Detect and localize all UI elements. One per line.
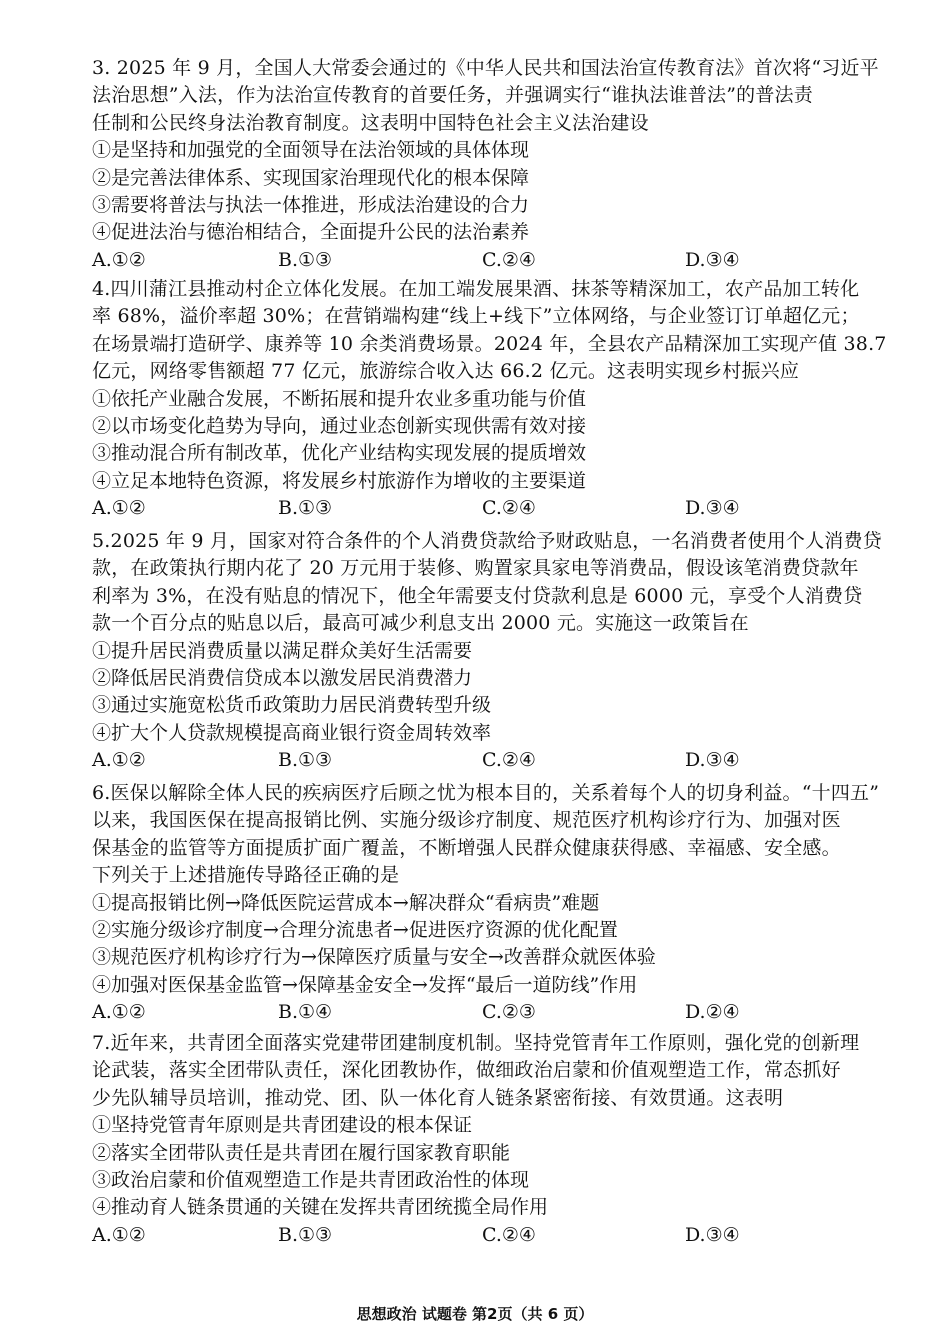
question-6: [92, 780, 897, 1027]
statement-item: ③通过实施宽松货币政策助力居民消费转型升级: [92, 694, 492, 717]
stem-line: 3. 2025 年 9 月，全国人大常委会通过的《中华人民共和国法治宣传教育法》首次将“习近平: [92, 57, 879, 79]
question-4: [92, 276, 897, 523]
option-a: A.①②: [92, 749, 146, 772]
option-a: A.①②: [92, 248, 146, 271]
answer-options: [92, 1222, 897, 1249]
statement-item: ②实施分级诊疗制度→合理分流患者→促进医疗资源的优化配置: [92, 918, 618, 941]
stem-line: 亿元，网络零售额超 77 亿元，旅游综合收入达 66.2 亿元。这表明实现乡村振兴应: [92, 360, 800, 383]
option-d: D.②④: [685, 1001, 740, 1024]
statement-item: ③规范医疗机构诊疗行为→保障医疗质量与安全→改善群众就医体验: [92, 946, 656, 969]
answer-options: [92, 999, 897, 1026]
option-b: B.①④: [278, 1001, 333, 1024]
statement-list: [92, 137, 897, 247]
option-b: B.①③: [278, 749, 333, 772]
stem-line: 6.医保以解除全体人民的疾病医疗后顾之忧为根本目的，关系着每个人的切身利益。“十四五”: [92, 782, 880, 804]
stem-line: 少先队辅导员培训，推动党、团、队一体化育人链条紧密衔接、有效贯通。这表明: [92, 1086, 784, 1109]
option-a: A.①②: [92, 1001, 146, 1024]
statement-item: ③政治启蒙和价值观塑造工作是共青团政治性的体现: [92, 1168, 530, 1191]
statement-item: ④立足本地特色资源，将发展乡村旅游作为增收的主要渠道: [92, 469, 587, 492]
statement-item: ④促进法治与德治相结合，全面提升公民的法治素养: [92, 221, 530, 244]
option-c: C.②③: [482, 1001, 536, 1024]
statement-item: ③推动混合所有制改革，优化产业结构实现发展的提质增效: [92, 442, 587, 465]
statement-item: ④推动育人链条贯通的关键在发挥共青团统揽全局作用: [92, 1196, 549, 1219]
option-b: B.①③: [278, 497, 333, 520]
statement-item: ④加强对医保基金监管→保障基金安全→发挥“最后一道防线”作用: [92, 973, 638, 996]
statement-item: ①提升居民消费质量以满足群众美好生活需要: [92, 639, 473, 662]
option-c: C.②④: [482, 1223, 536, 1246]
stem-line: 法治思想”入法，作为法治宣传教育的首要任务，并强调实行“谁执法谁普法”的普法责: [92, 84, 813, 107]
option-a: A.①②: [92, 497, 146, 520]
stem-line: 下列关于上述措施传导路径正确的是: [92, 864, 400, 887]
stem-line: 任制和公民终身法治教育制度。这表明中国特色社会主义法治建设: [92, 111, 649, 134]
question-stem: [92, 528, 897, 638]
statement-item: ③需要将普法与执法一体推进，形成法治建设的合力: [92, 193, 530, 216]
stem-line: 5.2025 年 9 月，国家对符合条件的个人消费贷款给予财政贴息，一名消费者使用个人消费贷: [92, 530, 882, 552]
stem-line: 率 68%，溢价率超 30%；在营销端构建“线上+线下”立体网络，与企业签订订单超亿元；: [92, 305, 860, 328]
answer-options: [92, 747, 897, 774]
stem-line: 7.近年来，共青团全面落实党建带团建制度机制。坚持党管青年工作原则，强化党的创新理: [92, 1032, 860, 1054]
option-c: C.②④: [482, 497, 536, 520]
option-d: D.③④: [685, 749, 740, 772]
question-stem: [92, 780, 897, 890]
stem-line: 在场景端打造研学、康养等 10 余类消费场景。2024 年，全县农产品精深加工实现产值 38.7: [92, 332, 887, 355]
question-stem: [92, 276, 897, 386]
page-footer: 思想政治 试题卷 第2页（共 6 页）: [356, 1305, 594, 1323]
option-d: D.③④: [685, 248, 740, 271]
stem-line: 款，在政策执行期内花了 20 万元用于装修、购置家具家电等消费品，假设该笔消费贷款年: [92, 557, 859, 580]
statement-item: ①是坚持和加强党的全面领导在法治领域的具体体现: [92, 139, 530, 162]
stem-line: 以来，我国医保在提高报销比例、实施分级诊疗制度、规范医疗机构诊疗行为、加强对医: [92, 809, 841, 832]
statement-list: [92, 638, 897, 748]
option-d: D.③④: [685, 1223, 740, 1246]
statement-item: ②降低居民消费信贷成本以激发居民消费潜力: [92, 666, 473, 689]
question-3: [92, 55, 897, 274]
option-c: C.②④: [482, 248, 536, 271]
statement-list: [92, 1112, 897, 1222]
statement-item: ④扩大个人贷款规模提高商业银行资金周转效率: [92, 721, 492, 744]
statement-list: [92, 386, 897, 496]
question-stem: [92, 1030, 897, 1112]
answer-options: [92, 247, 897, 274]
stem-line: 4.四川蒲江县推动村企立体化发展。在加工端发展果酒、抹茶等精深加工，农产品加工转化: [92, 278, 860, 300]
option-b: B.①③: [278, 248, 333, 271]
option-d: D.③④: [685, 497, 740, 520]
question-stem: [92, 55, 897, 137]
option-b: B.①③: [278, 1223, 333, 1246]
answer-options: [92, 495, 897, 522]
statement-item: ①依托产业融合发展，不断拓展和提升农业多重功能与价值: [92, 387, 587, 410]
option-a: A.①②: [92, 1223, 146, 1246]
stem-line: 保基金的监管等方面提质扩面广覆盖，不断增强人民群众健康获得感、幸福感、安全感。: [92, 836, 841, 859]
statement-item: ①提高报销比例→降低医院运营成本→解决群众“看病贵”难题: [92, 891, 600, 914]
statement-list: [92, 890, 897, 1000]
option-c: C.②④: [482, 749, 536, 772]
stem-line: 利率为 3%，在没有贴息的情况下，他全年需要支付贷款利息是 6000 元，享受个人消费贷: [92, 584, 863, 607]
stem-line: 款一个百分点的贴息以后，最高可减少利息支出 2000 元。实施这一政策旨在: [92, 612, 749, 635]
statement-item: ②落实全团带队责任是共青团在履行国家教育职能: [92, 1141, 511, 1164]
statement-item: ①坚持党管青年原则是共青团建设的根本保证: [92, 1114, 473, 1137]
question-5: [92, 528, 897, 775]
statement-item: ②以市场变化趋势为导向，通过业态创新实现供需有效对接: [92, 414, 587, 437]
statement-item: ②是完善法律体系、实现国家治理现代化的根本保障: [92, 166, 530, 189]
stem-line: 论武装，落实全团带队责任，深化团教协作，做细政治启蒙和价值观塑造工作，常态抓好: [92, 1059, 841, 1082]
question-7: [92, 1030, 897, 1249]
